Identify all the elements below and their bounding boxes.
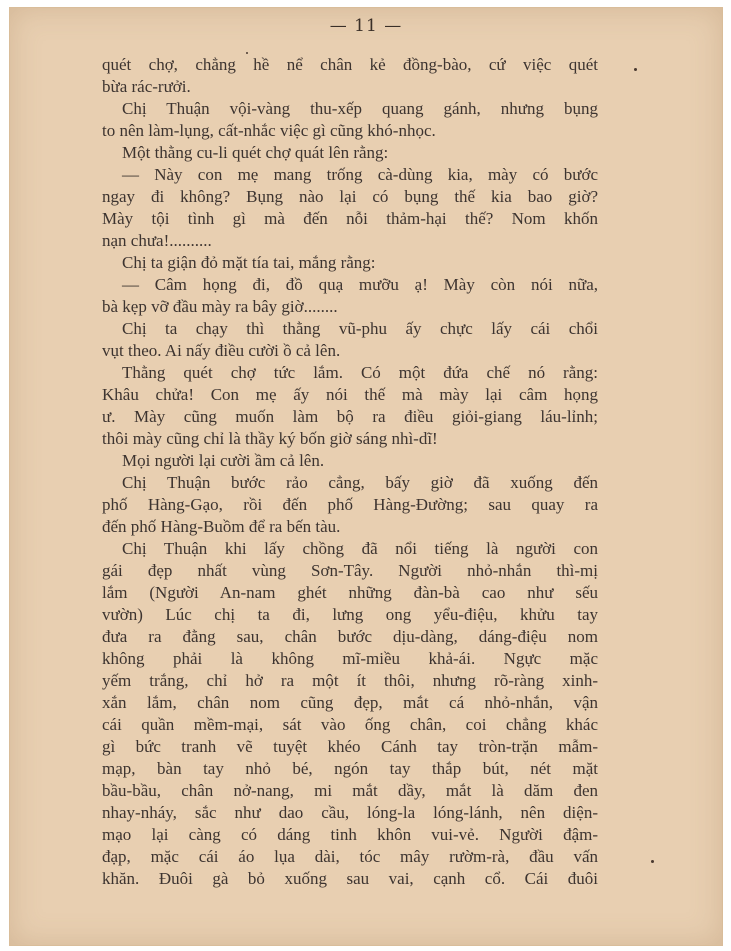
paper-speck: [246, 52, 248, 54]
text-line: quét chợ, chẳng hề nể chân kẻ đồng-bào, cứ việc quét: [102, 55, 598, 74]
text-line: đến phố Hàng-Buồm để ra bến tàu.: [102, 517, 341, 536]
text-line: Chị Thuận bước rảo cẳng, bấy giờ đã xuống đến: [122, 473, 598, 492]
body-text: [102, 54, 598, 890]
text-line: mạp, bàn tay nhỏ bé, ngón tay thắp bút, nét mặt: [102, 759, 598, 778]
paper-speck: [651, 860, 654, 863]
text-line: — Câm họng đi, đồ quạ mưỡu ạ! Mày còn nói nữa,: [122, 275, 598, 294]
text-line: to nên làm-lụng, cất-nhắc việc gì cũng khó-nhọc.: [102, 121, 436, 140]
text-line: bầu-bầu, chân nở-nang, mi mắt dầy, mắt là dăm đen: [102, 781, 598, 800]
text-line: gái đẹp nhất vùng Sơn-Tây. Người nhỏ-nhắn thì-mị: [102, 561, 598, 580]
text-line: — Này con mẹ mang trống cà-dùng kia, mày có bước: [122, 165, 598, 184]
text-line: nạn chưa!..........: [102, 231, 212, 250]
text-line: Chị ta giận đỏ mặt tía tai, mắng rằng:: [122, 253, 376, 272]
text-line: không phải là không mĩ-miều khả-ái. Ngực mặc: [102, 649, 598, 668]
text-line: Khâu chửa! Con mẹ ấy nói thế mà mày lại câm họng: [102, 385, 598, 404]
text-line: gì bức tranh vẽ tuyệt khéo Cánh tay tròn-trặn mẫm-: [102, 737, 598, 756]
text-line: xắn lắm, chân nom cũng đẹp, mắt cá nhỏ-nhắn, vận: [102, 693, 598, 712]
text-line: thôi mày cũng chỉ là thầy ký bốn giờ sáng nhì-dĩ!: [102, 429, 438, 448]
text-line: lắm (Người An-nam ghét những đàn-bà cao như sếu: [102, 583, 598, 602]
text-line: phố Hàng-Gạo, rồi đến phố Hàng-Đường; sau quay ra: [102, 495, 598, 514]
page-number: — 11 —: [329, 16, 403, 36]
text-line: ư. Mày cũng muốn làm bộ ra điều giỏi-giang láu-lỉnh;: [102, 407, 598, 426]
text-line: ngay đi không? Bụng nào lại có bụng thế kia bao giờ?: [102, 187, 598, 206]
text-line: Mày tội tình gì mà đến nỗi thảm-hại thế? Nom khốn: [102, 209, 598, 228]
text-line: bừa rác-rưởi.: [102, 77, 191, 96]
text-line: nhay-nháy, sắc như dao cầu, lóng-la lóng-lánh, nên diện-: [102, 803, 598, 822]
text-line: khăn. Đuôi gà bỏ xuống sau vai, cạnh cổ. Cái đuôi: [102, 869, 598, 888]
text-line: đạp, mặc cái áo lụa dài, tóc mây rườm-rà, đầu vấn: [102, 847, 598, 866]
text-line: vụt theo. Ai nấy điều cười ồ cả lên.: [102, 341, 341, 360]
book-page: [9, 7, 723, 946]
text-line: yếm trắng, chỉ hở ra một ít thôi, nhưng rõ-ràng xinh-: [102, 671, 598, 690]
text-line: đưa ra đằng sau, chân bước dịu-dàng, dáng-điệu nom: [102, 627, 598, 646]
text-line: cái quần mềm-mại, sát vào ống chân, coi chẳng khác: [102, 715, 598, 734]
text-line: Chị Thuận khi lấy chồng đã nổi tiếng là người con: [122, 539, 598, 558]
text-line: mạo lại càng có dáng tinh khôn vui-vẻ. Người đậm-: [102, 825, 598, 844]
text-line: Mọi người lại cười ầm cả lên.: [122, 451, 325, 470]
text-line: Một thằng cu-li quét chợ quát lên rằng:: [122, 143, 389, 162]
text-line: bà kẹp vỡ đầu mày ra bây giờ........: [102, 297, 338, 316]
text-line: Chị ta chạy thì thằng vũ-phu ấy chực lấy cái chổi: [122, 319, 598, 338]
text-line: Thằng quét chợ tức lắm. Có một đứa chế nó rằng:: [122, 363, 598, 382]
text-line: vườn) Lúc chị ta đi, lưng ong yểu-điệu, khửu tay: [102, 605, 598, 624]
text-line: Chị Thuận vội-vàng thu-xếp quang gánh, nhưng bụng: [122, 99, 598, 118]
paper-speck: [634, 68, 637, 71]
